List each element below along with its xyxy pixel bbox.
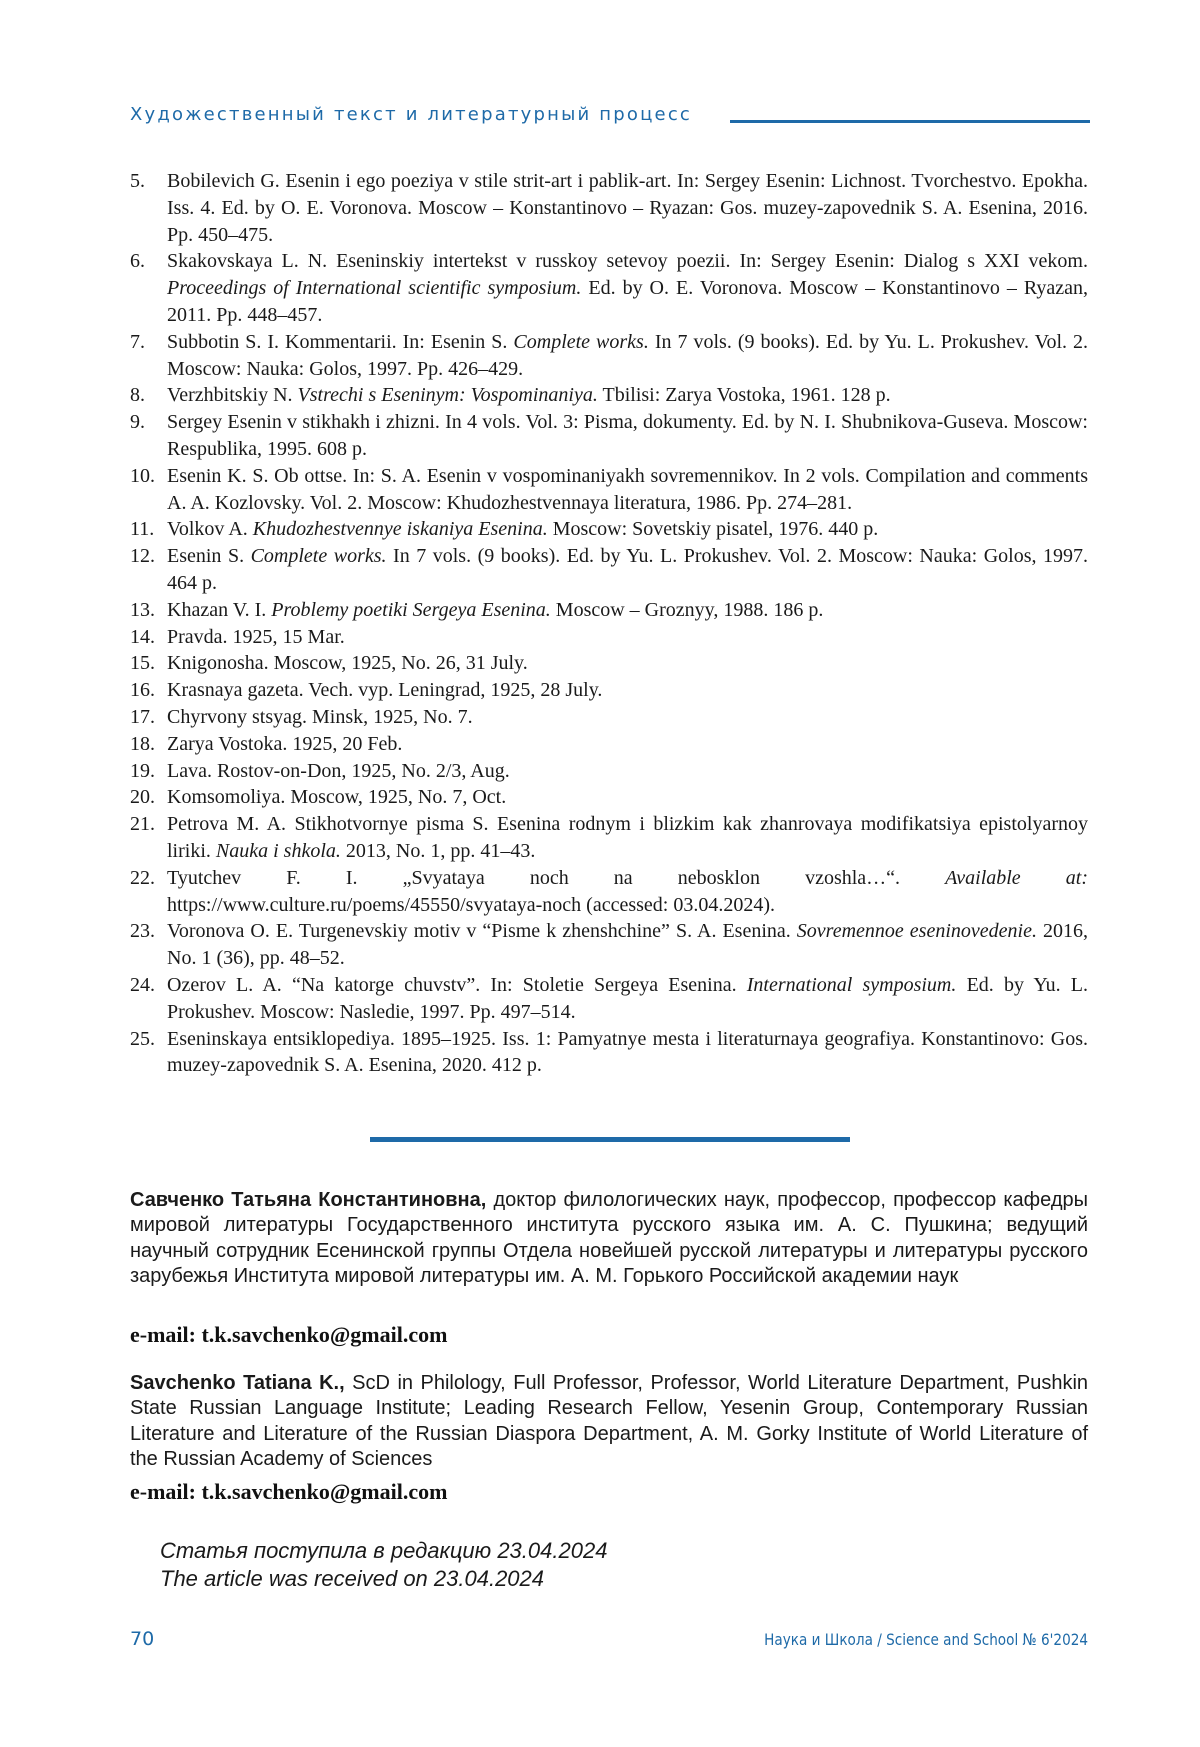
- reference-text: Tbilisi: Zarya Vostoka, 1961. 128 p.: [597, 384, 891, 407]
- reference-item: [130, 972, 1088, 1026]
- author-bio-ru: доктор филологических наук, профессор, профессор кафедры мировой литературы Государственного института русского языка им. А. С. Пушкина; ведущий научный сотрудник Есенинской группы Отдела новейшей русской литературы и литературы русского зарубежья Института мировой литературы им. А. М. Горького Российской академии наук: [130, 1189, 1088, 1288]
- reference-text: Ed. by Yu. L. Prokushev. Moscow: Nasledie, 1997. Pp. 497–514.: [167, 973, 1089, 1023]
- reference-title-italic: Proceedings of International scientific symposium.: [167, 277, 582, 300]
- reference-item: [130, 758, 1088, 785]
- references-list: [130, 168, 1088, 1079]
- reference-number: 13.: [130, 598, 155, 621]
- author-info-ru: [130, 1188, 1088, 1290]
- reference-title-italic: Problemy poetiki Sergeya Esenina.: [271, 598, 551, 621]
- reference-text: In 7 vols. (9 books). Ed. by Yu. L. Prokushev. Vol. 2. Moscow: Nauka: Golos, 1997. Pp. 426–429.: [167, 330, 1089, 380]
- reference-text: 2016, No. 1 (36), pp. 48–52.: [167, 920, 1088, 970]
- reference-text: Knigonosha. Moscow, 1925, No. 26, 31 July.: [167, 652, 528, 675]
- reference-number: 14.: [130, 625, 155, 648]
- reference-number: 18.: [130, 732, 155, 755]
- reference-title-italic: Complete works.: [250, 545, 387, 568]
- reference-text: Ozerov L. A. “Na katorge chuvstv”. In: Stoletie Sergeya Esenina.: [167, 973, 747, 996]
- reference-number: 23.: [130, 920, 155, 943]
- reference-number: 17.: [130, 705, 155, 728]
- reference-text: Chyrvony stsyag. Minsk, 1925, No. 7.: [167, 705, 473, 728]
- reference-text: Esenin K. S. Ob ottse. In: S. A. Esenin v vospominaniyakh sovremennikov. In 2 vols. Compilation and comments A. A. Kozlovsky. Vol. 2. Moscow: Khudozhestvennaya literatura, 1986. Pp. 274–281.: [167, 464, 1088, 514]
- reference-item: [130, 650, 1088, 677]
- reference-number: 11.: [130, 518, 155, 541]
- reference-title-italic: International symposium.: [746, 973, 957, 996]
- reference-number: 20.: [130, 786, 155, 809]
- page-number: 70: [130, 1628, 155, 1650]
- reference-number: 7.: [130, 330, 145, 353]
- reference-title-italic: Vstrechi s Eseninym: Vospominaniya.: [297, 384, 598, 407]
- reference-text: Moscow: Sovetskiy pisatel, 1976. 440 p.: [547, 518, 879, 541]
- reference-number: 22.: [130, 866, 155, 889]
- reference-text: Tyutchev F. I. „Svyataya noch na nebosklon vzoshla…“.: [167, 866, 946, 889]
- reference-text: Bobilevich G. Esenin i ego poeziya v stile strit-art i pablik-art. In: Sergey Esenin: Lichnost. Tvorchestvo. Epokha. Iss. 4. Ed. by O. E. Voronova. Moscow – Konstantinovo – Ryazan: Gos. muzey-zapovednik S. A. Esenina, 2016. Pp. 450–475.: [167, 170, 1088, 246]
- reference-title-italic: Khudozhestvennye iskaniya Esenina.: [252, 518, 548, 541]
- reference-number: 24.: [130, 973, 155, 996]
- author-bio-en: ScD in Philology, Full Professor, Professor, World Literature Department, Pushkin State Russian Language Institute; Leading Research Fellow, Yesenin Group, Contemporary Russian Literature and Literature of the Russian Diaspora Department, A. M. Gorky Institute of World Literature of the Russian Academy of Sciences: [130, 1372, 1089, 1471]
- running-head-rule: [730, 120, 1090, 123]
- reference-text: Zarya Vostoka. 1925, 20 Feb.: [167, 732, 403, 755]
- received-note: [160, 1537, 607, 1593]
- reference-text: Sergey Esenin v stikhakh i zhizni. In 4 vols. Vol. 3: Pisma, dokumenty. Ed. by N. I. Shubnikova-Guseva. Moscow: Respublika, 1995. 608 p.: [167, 411, 1088, 460]
- reference-text: Krasnaya gazeta. Vech. vyp. Leningrad, 1925, 28 July.: [167, 679, 603, 702]
- running-head: [130, 104, 1090, 134]
- author-name-ru: Савченко Татьяна Константиновна,: [130, 1189, 487, 1211]
- reference-text: Komsomoliya. Moscow, 1925, No. 7, Oct.: [167, 786, 507, 809]
- reference-item: [130, 543, 1088, 597]
- section-divider: [370, 1137, 850, 1142]
- reference-text: 2013, No. 1, pp. 41–43.: [340, 839, 536, 862]
- reference-text: Eseninskaya entsiklopediya. 1895–1925. Iss. 1: Pamyatnye mesta i literaturnaya geografiya. Konstantinovo: Gos. muzey-zapovednik S. A. Esenina, 2020. 412 p.: [167, 1027, 1088, 1077]
- reference-number: 9.: [130, 411, 145, 434]
- received-ru: Статья поступила в редакцию 23.04.2024: [160, 1538, 608, 1563]
- reference-text: Verzhbitskiy N.: [167, 384, 298, 407]
- reference-text: Voronova O. E. Turgenevskiy motiv v “Pisme k zhenshchine” S. A. Esenina.: [167, 920, 797, 943]
- received-en: The article was received on 23.04.2024: [160, 1566, 545, 1591]
- reference-item: [130, 704, 1088, 731]
- reference-item: [130, 168, 1088, 248]
- reference-item: [130, 677, 1088, 704]
- reference-item: [130, 597, 1088, 624]
- reference-item: [130, 382, 1088, 409]
- reference-item: [130, 731, 1088, 758]
- reference-text: Moscow – Groznyy, 1988. 186 p.: [550, 598, 824, 621]
- reference-text: Skakovskaya L. N. Eseninskiy intertekst v russkoy setevoy poezii. In: Sergey Esenin: Dialog s XXI vekom.: [167, 250, 1088, 273]
- reference-item: [130, 409, 1088, 463]
- reference-item: [130, 918, 1088, 972]
- journal-footer: Наука и Школа / Science and School № 6'2024: [764, 1630, 1088, 1649]
- reference-title-italic: Nauka i shkola.: [215, 839, 341, 862]
- reference-title-italic: Sovremennoe eseninovedenie.: [796, 920, 1037, 943]
- reference-text: https://www.culture.ru/poems/45550/svyataya-noch (accessed: 03.04.2024).: [167, 893, 776, 916]
- reference-item: [130, 865, 1088, 919]
- reference-item: [130, 463, 1088, 517]
- reference-number: 25.: [130, 1027, 155, 1050]
- reference-text: Ed. by O. E. Voronova. Moscow – Konstantinovo – Ryazan, 2011. Pp. 448–457.: [167, 277, 1089, 326]
- reference-title-italic: Available at:: [945, 866, 1088, 889]
- reference-text: Subbotin S. I. Kommentarii. In: Esenin S.: [167, 330, 514, 353]
- reference-number: 19.: [130, 759, 155, 782]
- reference-text: Lava. Rostov-on-Don, 1925, No. 2/3, Aug.: [167, 759, 510, 782]
- reference-text: Khazan V. I.: [167, 598, 272, 621]
- reference-item: [130, 624, 1088, 651]
- reference-number: 10.: [130, 464, 155, 487]
- author-email-ru: e-mail: t.k.savchenko@gmail.com: [130, 1322, 448, 1347]
- reference-number: 16.: [130, 679, 155, 702]
- reference-text: Esenin S.: [167, 545, 251, 568]
- author-email-en: e-mail: t.k.savchenko@gmail.com: [130, 1479, 448, 1504]
- reference-item: [130, 516, 1088, 543]
- author-info-en: [130, 1371, 1088, 1473]
- reference-item: [130, 1026, 1088, 1080]
- reference-title-italic: Complete works.: [513, 330, 649, 353]
- reference-item: [130, 329, 1088, 383]
- reference-text: Pravda. 1925, 15 Mar.: [167, 625, 345, 648]
- reference-item: [130, 248, 1088, 328]
- reference-number: 6.: [130, 250, 145, 273]
- reference-text: In 7 vols. (9 books). Ed. by Yu. L. Prokushev. Vol. 2. Moscow: Nauka: Golos, 1997. 464 p.: [167, 545, 1088, 594]
- reference-number: 15.: [130, 652, 155, 675]
- reference-text: Volkov A.: [167, 518, 253, 541]
- reference-number: 8.: [130, 384, 145, 407]
- reference-number: 5.: [130, 170, 145, 192]
- reference-text: Petrova M. A. Stikhotvornye pisma S. Esenina rodnym i blizkim kak zhanrovaya modifikatsiya epistolyarnoy liriki.: [167, 813, 1088, 862]
- running-title: Художественный текст и литературный процесс: [130, 104, 693, 125]
- author-name-en: Savchenko Tatiana K.,: [130, 1372, 345, 1394]
- reference-item: [130, 811, 1088, 865]
- reference-item: [130, 784, 1088, 811]
- reference-number: 21.: [130, 813, 155, 836]
- reference-number: 12.: [130, 545, 155, 568]
